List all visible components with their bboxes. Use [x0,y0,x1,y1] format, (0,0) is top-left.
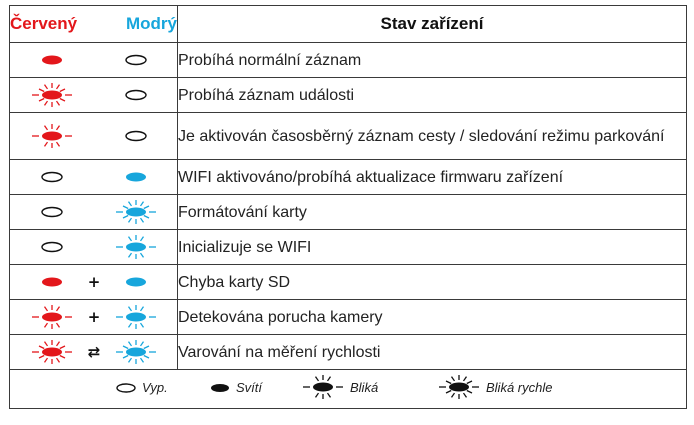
led-indicator-cell [10,113,178,160]
status-text: Varování na měření rychlosti [178,335,687,370]
led-pair-icon [10,113,178,159]
led-indicator-cell [10,160,178,195]
legend-solid-label: Svítí [236,380,263,395]
table-row [10,300,687,335]
led-indicator-cell [10,230,178,265]
status-text: Formátování karty [178,195,687,230]
led-off-icon [126,132,146,141]
led-fast-blink-icon [436,373,482,401]
header-row [10,6,687,43]
led-pair-icon [10,160,178,194]
legend-solid [208,380,262,395]
status-text: Je aktivován časosběrný záznam cesty / sledování režimu parkování [178,113,687,160]
legend-blink [300,373,378,401]
table-row [10,335,687,370]
status-text: Probíhá normální záznam [178,43,687,78]
legend-row [10,370,687,409]
operator-symbol: + [87,308,101,326]
status-text: Inicializuje se WIFI [178,230,687,265]
led-blink-icon [303,375,343,399]
table-row [10,230,687,265]
header-status: Stav zařízení [178,6,687,43]
legend-blink-label: Bliká [350,379,379,395]
led-fast-icon [439,375,479,399]
led-pair-icon [10,335,178,369]
led-indicator-cell [10,195,178,230]
led-pair-icon [10,300,178,334]
table-row [10,43,687,78]
led-solid-icon [42,56,62,65]
led-off-icon [126,91,146,100]
led-solid-icon [126,173,146,182]
led-off-icon [114,381,138,395]
led-blink-icon [32,305,72,329]
led-indicator-cell [10,78,178,113]
led-status-table [9,5,687,409]
led-indicator-cell [10,43,178,78]
operator-symbol: ⇄ [87,343,101,361]
led-fast-icon [32,83,72,107]
led-off-icon [42,208,62,217]
led-off-icon [42,173,62,182]
led-pair-icon [10,195,178,229]
led-fast-icon [116,340,156,364]
led-off-icon [42,243,62,252]
table-row [10,160,687,195]
table-row [10,265,687,300]
header-red: Červený [10,6,94,43]
table-row [10,113,687,160]
led-indicator-cell [10,265,178,300]
led-blink-icon [116,235,156,259]
led-off-icon [126,56,146,65]
legend-fast-label: Bliká rychle [486,379,553,395]
led-indicator-cell [10,335,178,370]
led-blink-icon [300,373,346,401]
led-blink-icon [116,305,156,329]
status-text: Detekována porucha kamery [178,300,687,335]
status-text: Chyba karty SD [178,265,687,300]
led-fast-icon [32,340,72,364]
led-pair-icon [10,265,178,299]
legend-fast [436,373,552,401]
led-solid-icon [126,278,146,287]
led-solid-icon [42,278,62,287]
led-blink-icon [32,124,72,148]
legend-off-label: Vyp. [142,380,168,395]
led-solid-icon [208,381,232,395]
legend [10,370,686,408]
led-fast-icon [116,200,156,224]
operator-symbol: + [87,273,101,291]
led-pair-icon [10,43,178,77]
legend-cell [10,370,687,409]
status-text: WIFI aktivováno/probíhá aktualizace firmwaru zařízení [178,160,687,195]
table-row [10,78,687,113]
header-blue: Modrý [94,6,178,43]
led-pair-icon [10,78,178,112]
status-text: Probíhá záznam události [178,78,687,113]
led-pair-icon [10,230,178,264]
table-row [10,195,687,230]
legend-off [114,380,168,395]
led-indicator-cell [10,300,178,335]
